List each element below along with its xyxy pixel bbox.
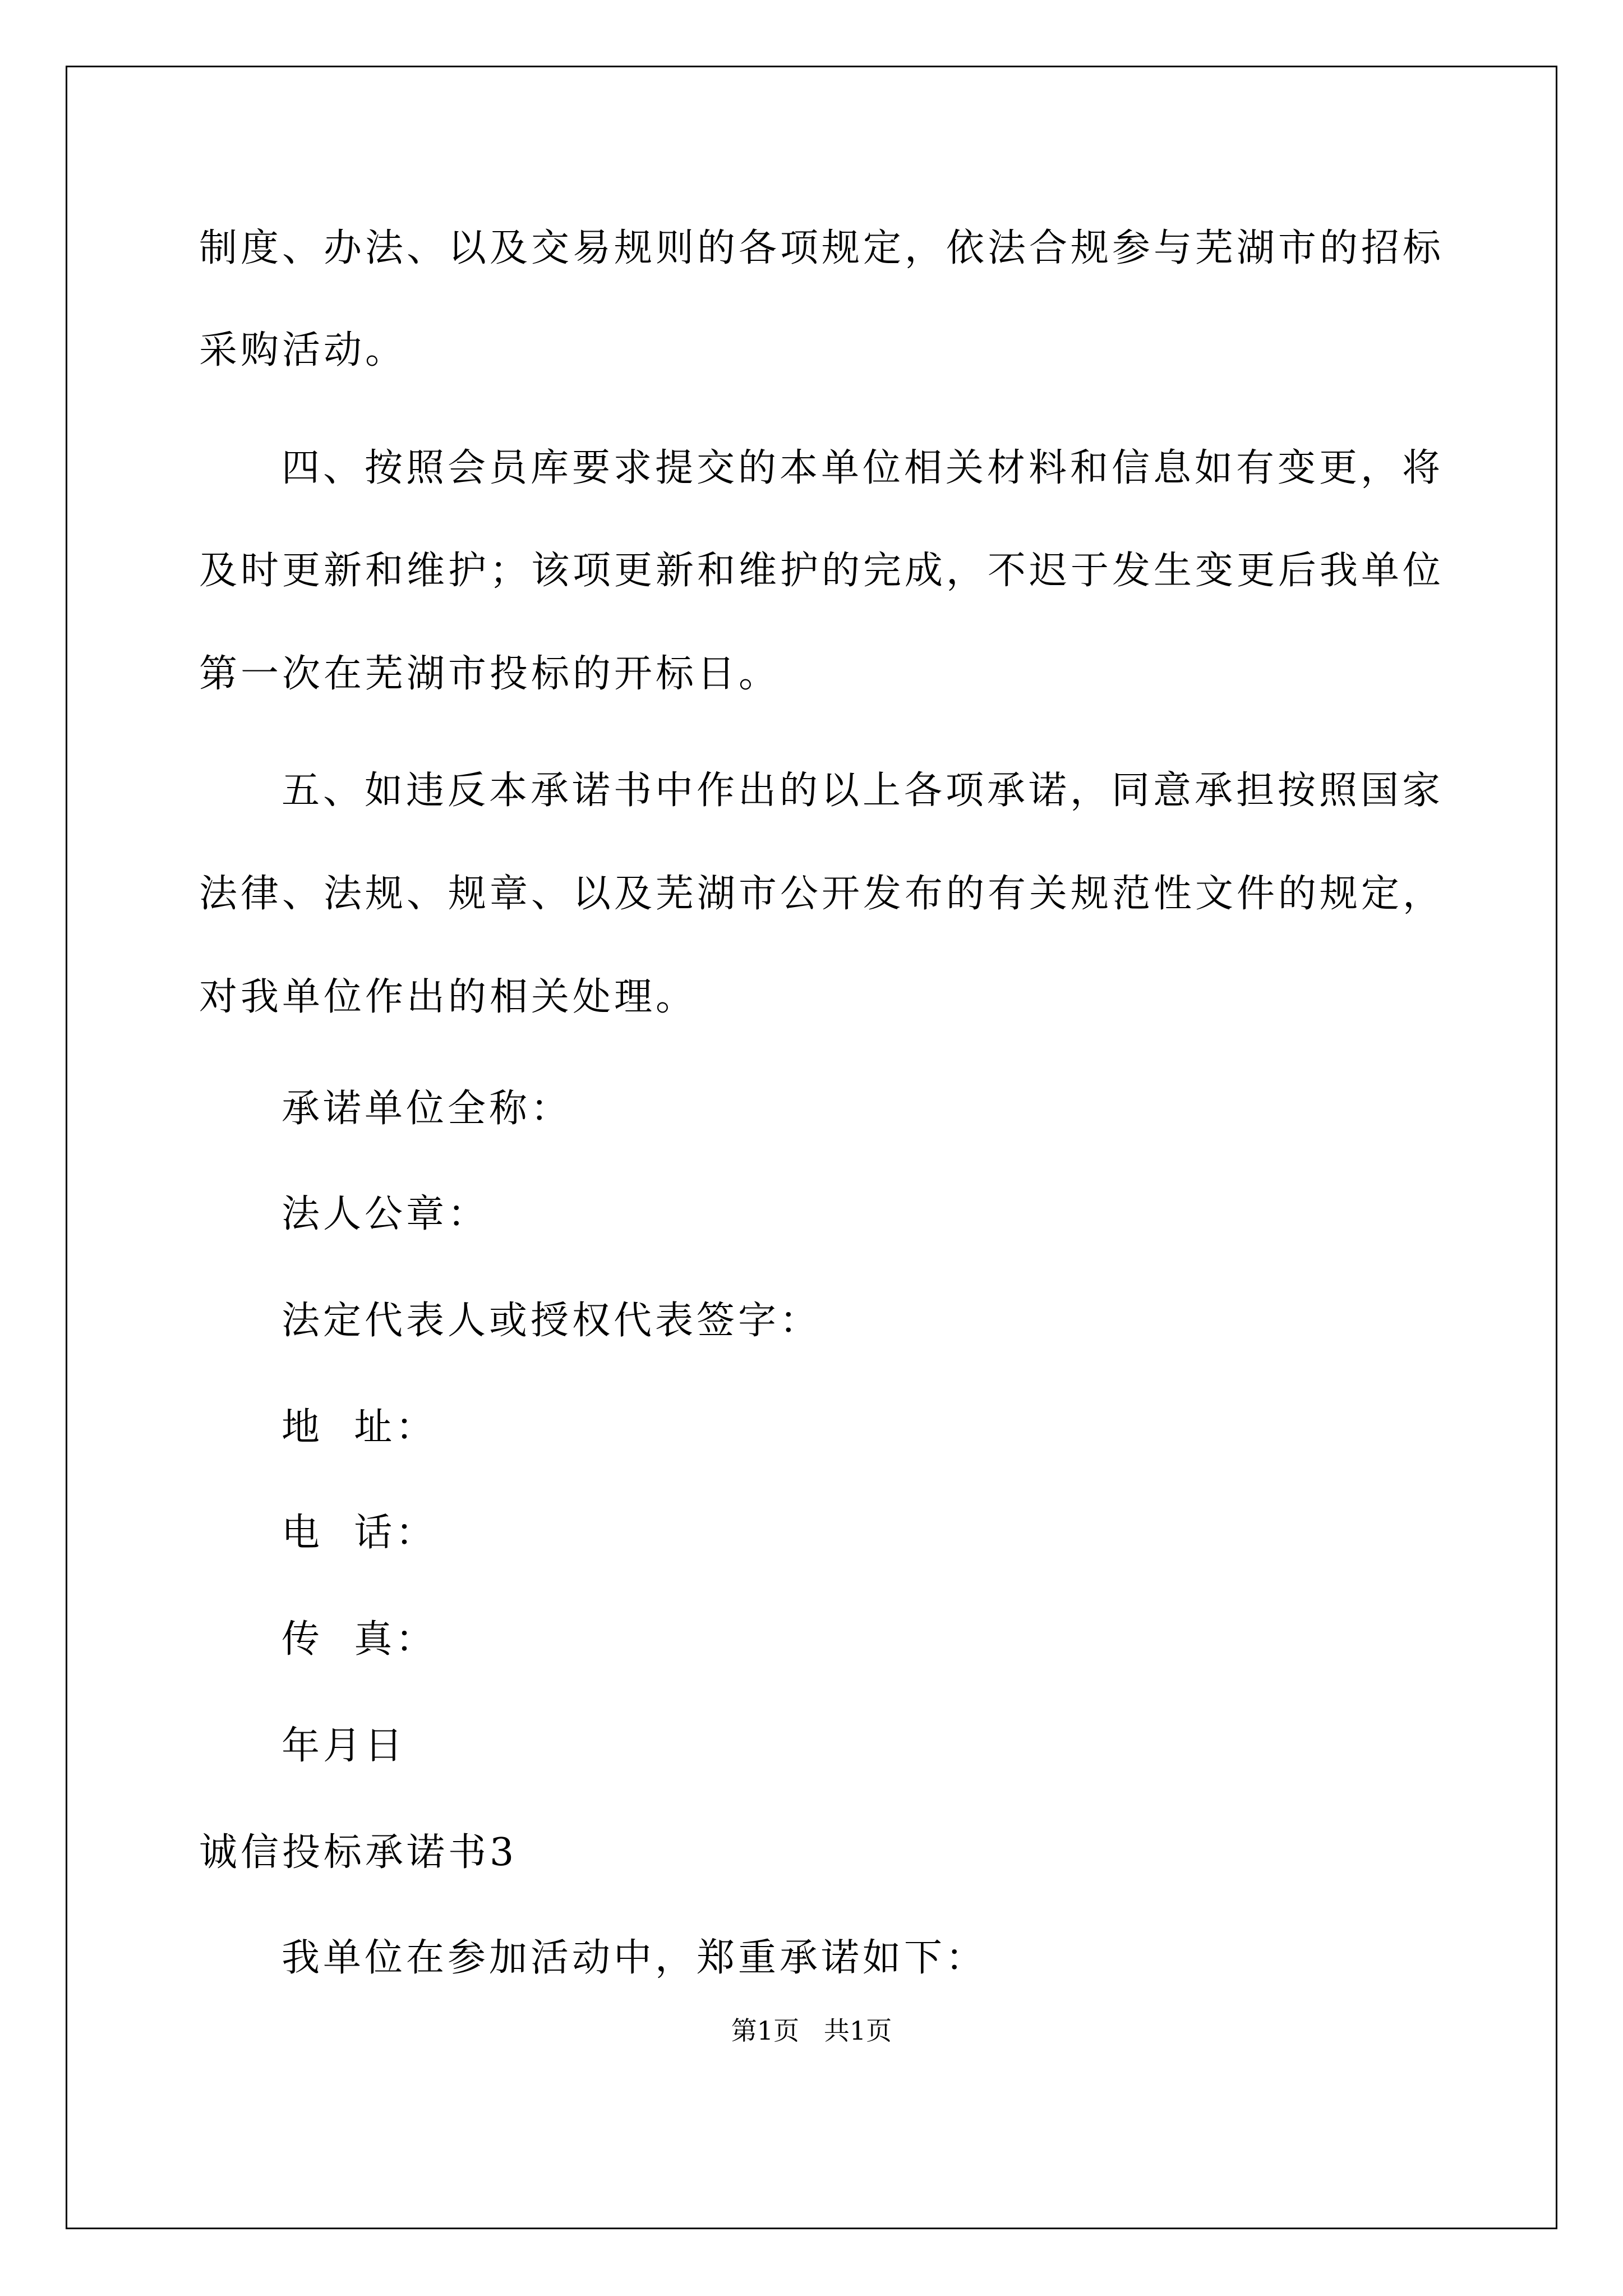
text-line: 对我单位作出的相关处理。 (199, 975, 698, 1019)
text-line: 第一次在芜湖市投标的开标日。 (199, 652, 781, 696)
section-heading: 诚信投标承诺书3 (199, 1830, 518, 1875)
text-line: 及时更新和维护；该项更新和维护的完成，不迟于发生变更后我单位 (199, 549, 1445, 593)
text-line: 制度、办法、以及交易规则的各项规定，依法合规参与芜湖市的招标 (199, 226, 1445, 270)
signature-field-date: 年月日 (282, 1724, 407, 1768)
text-line: 法律、法规、规章、以及芜湖市公开发布的有关规范性文件的规定， (199, 872, 1445, 916)
page-border (66, 66, 1557, 2229)
signature-field-seal: 法人公章： (282, 1192, 490, 1236)
text-line: 我单位在参加活动中，郑重承诺如下： (282, 1936, 988, 1980)
text-line: 四、按照会员库要求提交的本单位相关材料和信息如有变更，将 (282, 446, 1444, 490)
signature-field-address: 地 址： (282, 1405, 437, 1450)
signature-field-representative: 法定代表人或授权代表签字： (282, 1299, 822, 1343)
text-line: 五、如违反本承诺书中作出的以上各项承诺，同意承担按照国家 (282, 769, 1444, 813)
signature-field-fax: 传 真： (282, 1617, 437, 1662)
signature-field-company-name: 承诺单位全称： (282, 1087, 573, 1131)
text-line: 采购活动。 (199, 328, 407, 372)
page-footer: 第1页 共1页 (731, 2016, 892, 2046)
signature-field-phone: 电 话： (282, 1511, 437, 1555)
